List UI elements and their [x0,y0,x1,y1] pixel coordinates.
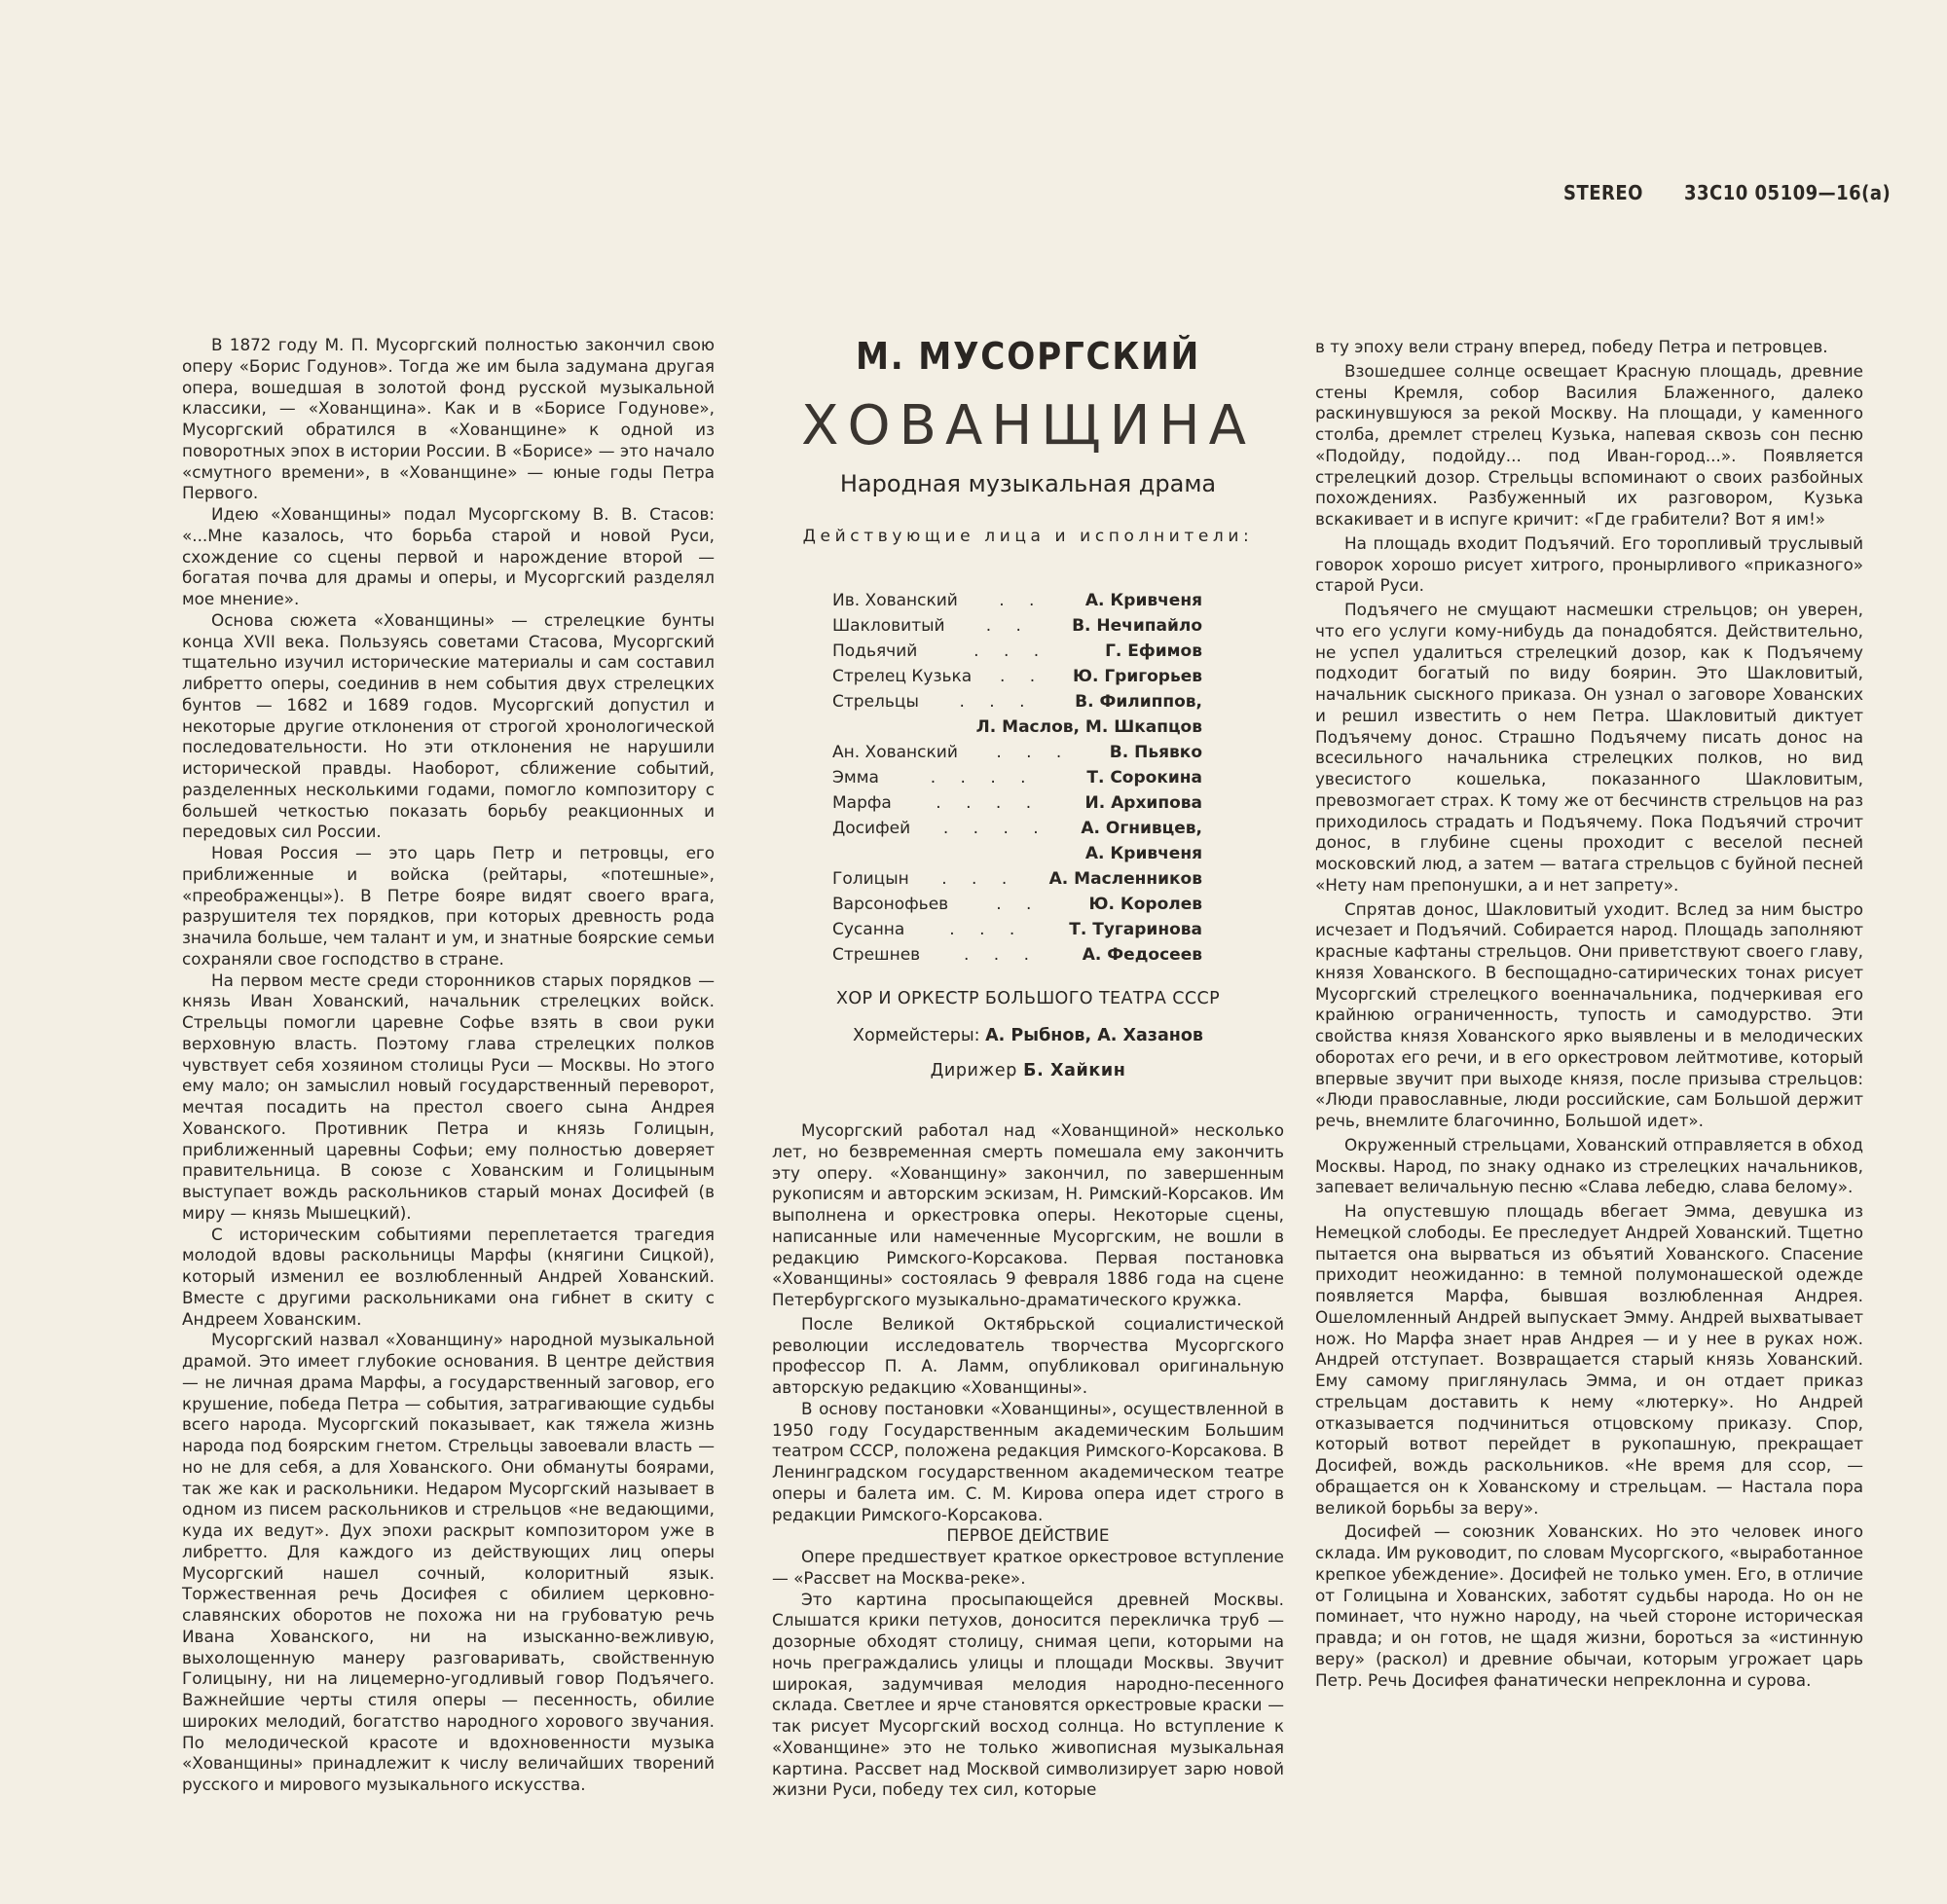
cast-row [832,942,1202,968]
cast-role: Стрельцы [832,692,919,712]
paragraph: В 1872 году М. П. Мусоргский полностью закончил свою оперу «Борис Годунов». Тогда же им была задумана другая опера, вошедшая в золотой фонд русской музыкальной классики, — «Хованщина». Как и в «Борисе Годунове», Мусоргский обратился в «Хованщине» к одной из поворотных эпох в истории России. В «Борисе» — это начало «смутного времени», в «Хованщине» — юные годы Петра Первого. [182,335,715,503]
chorus-block [750,988,1306,1081]
act-title: ПЕРВОЕ ДЕЙСТВИЕ [946,1525,1110,1546]
cast-role: Варсонофьев [832,895,949,914]
cast-row [832,917,1202,942]
cast-actor: А. Федосеев [1082,945,1202,965]
cast-role: Эмма [832,768,879,787]
dot-leader: . . . [959,692,1035,712]
conductor-name: Б. Хайкин [1023,1061,1126,1080]
title-block [750,335,1306,547]
paragraph: С историческим событиями переплетается трагедия молодой вдовы раскольницы Марфы (княгини Сицкой), который изменил ее возлюбленный Андрей Хованский. Вместе с другими раскольниками она гибнет в скиту с Андреем Хованским. [182,1224,715,1329]
cast-actor-continued: А. Кривченя [1084,844,1202,863]
cast-row [832,816,1202,841]
dot-leader: . . [999,591,1045,610]
paragraph: в ту эпоху вели страну вперед, победу Петра и петровцев. [1315,337,1828,356]
cast-actor: Ю. Григорьев [1072,667,1202,686]
paragraph: На первом месте среди сторонников старых порядков — князь Иван Хованский, начальник стрелецких войск. Стрельцы помогли царевне Софье взять в свои руки верховную власть. Поэтому глава стрелецких полков чувствует себя хозяином столицы Руси — Москвы. Но этого ему мало; он замыслил новый государственный переворот, мечтая посадить на престол своего сына Андрея Хованского. Противник Петра и князь Голицын, приближенный царевны Софьи; ему полностью доверяет правительница. В союзе с Хованским и Голицыным выступает вождь раскольников старый монах Досифей (в миру — князь Мышецкий). [182,970,715,1223]
paragraph: Новая Россия — это царь Петр и петровцы, его приближенные и войска (рейтары, «потешные», «преображенцы»). В Петре бояре видят своего врага, разрушителя тех порядков, при которых древность рода значила больше, чем талант и ум, и знатные боярские семьи сохраняли свое господство в стране. [182,843,715,969]
cast-heading: Действующие лица и исполнители: [802,527,1254,546]
paragraph: Мусоргский работал над «Хованщиной» несколько лет, но безвременная смерть помешала ему закончить эту оперу. «Хованщину» закончил, по завершенным рукописям и авторским эскизам, Н. Римский-Корсаков. Им выполнена и оркестровка оперы. Некоторые сцены, написанные или намеченные Мусоргским, не вошли в редакцию Римского-Корсакова. Первая постановка «Хованщины» состоялась 9 февраля 1886 года на сцене Петербургского музыкально-драматического кружка. [772,1120,1284,1309]
opera-subtitle: Народная музыкальная драма [839,470,1217,497]
paragraph: На опустевшую площадь вбегает Эмма, девушка из Немецкой слободы. Ее преследует Андрей Хованский. Тщетно пытается она вырваться из объятий Хованского. Спасение приходит неожиданно: в темной полумонашеской одежде появляется Марфа, бывшая возлюбленная Андрея. Ошеломленный Андрей выпускает Эмму. Андрей выхватывает нож. Но Марфа знает нрав Андрея — и у нее в руках нож. Андрей отступает. Возвращается старый князь Хованский. Ему самому приглянулась Эмма, и он отдает приказ стрельцам доставить к нему «лютерку». Но Андрей отказывается подчиниться отцовскому приказу. Спор, который вотвот перейдет в рукопашную, прекращает Досифей, вождь раскольников. «Не время для ссор, — обращается он к Хованскому и стрельцам. — Настала пора великой борьбы за веру». [1315,1201,1863,1518]
cast-role: Стрелец Кузька [832,667,973,686]
cast-actor: Г. Ефимов [1105,641,1202,661]
cast-row [832,639,1202,664]
dot-leader: . . . [949,920,1025,939]
cast-actor: В. Пьявко [1109,743,1202,762]
opera-title: ХОВАНЩИНА [801,394,1255,458]
paragraph: Спрятав донос, Шакловитый уходит. Вслед за ним быстро исчезает и Подъячий. Собирается народ. Площадь заполняют красные кафтаны стрельцов. Они приветствуют своего главу, князя Хованского. В беспощадно-сатирических тонах рисует Мусоргский стрелецкого военначальника, подчеркивая его крайнюю ограниченность, тупость и самодурство. Эти свойства князя Хованского ярко выявлены и в мелодических оборотах его речи, и в его оркестровом лейтмотиве, который впервые звучит при выходе князя, после призыва стрельцов: «Люди православные, люди российские, сам Большой держит речь, внемлите благочинно, Большой идет». [1315,898,1863,1130]
dot-leader: . . . [974,641,1049,661]
cast-row [832,892,1202,917]
dot-leader: . . [999,667,1046,686]
cast-role: Голицын [832,869,909,889]
cast-role: Стрешнев [832,945,921,965]
paragraph: Это картина просыпающейся древней Москвы. Слышатся крики петухов, доносится перекличка труб — дозорные обходят столицу, снимая цепи, которыми на ночь преграждались улицы и площади Москвы. Звучит широкая, задумчивая мелодия народно-песенного склада. Светлее и ярче становятся оркестровые краски — так рисует Мусоргский восход солнца. Но вступление к «Хованщине» это не только живописная музыкальная картина. Рассвет над Москвой символизирует зарю новой жизни Руси, победу тех сил, которые [772,1589,1284,1800]
paragraph: Взошедшее солнце освещает Красную площадь, древние стены Кремля, собор Василия Блаженного, далеко раскинувшуюся за рекой Москву. На площади, у каменного столба, дремлет стрелец Кузька, напевая сквозь сон песню «Подойду, подойду... под Иван-город...». Появляется стрелецкий дозор. Стрельцы вспоминают о своих разбойных похождениях. Разбуженный их разговором, Кузька вскакивает и в испуге кричит: «Где грабители? Вот я им!» [1315,360,1863,529]
composer-name: М. МУСОРГСКИЙ [855,335,1201,378]
catalog-number [1563,181,1891,204]
cast-actor: А. Огнивцев, [1081,819,1202,838]
paragraph: Идею «Хованщины» подал Мусоргскому В. В. Стасов: «...Мне казалось, что борьба старой и новой Руси, схождение со сцены первой и нарождение второй — богатая почва для драмы и оперы, и Мусоргский разделял мое мнение». [182,504,715,608]
paragraph: На площадь входит Подъячий. Его торопливый труслывый говорок хорошо рисует хитрого, пронырливого «приказного» старой Руси. [1315,532,1863,596]
dot-leader: . . . . [936,793,1042,813]
cast-role: Подьячий [832,641,918,661]
left-column [182,335,715,1796]
cast-row [832,790,1202,816]
conductor-label: Дирижер [930,1061,1017,1080]
chorus-masters [750,1025,1306,1046]
cast-row [832,664,1202,689]
middle-column [772,1120,1284,1801]
stereo-label: STEREO [1563,181,1643,204]
paragraph: Опере предшествует краткое оркестровое вступление — «Рассвет на Москва-реке». [772,1547,1284,1588]
right-column [1315,337,1863,1691]
dot-leader: . . [996,895,1042,914]
conductor [750,1060,1306,1081]
dot-leader: . . [985,616,1031,636]
dot-leader: . . . . [942,819,1048,838]
dot-leader: . . . . [930,768,1036,787]
cast-actor: И. Архипова [1084,793,1202,813]
record-number: 33С10 05109—16(а) [1683,181,1892,204]
cast-actor: Т. Тугаринова [1069,920,1202,939]
cast-role: Сусанна [832,920,905,939]
cast-actor: Ю. Королев [1088,895,1202,914]
cast-row [832,689,1202,714]
cast-role: Ив. Хованский [832,591,958,610]
paragraph: В основу постановки «Хованщины», осуществленной в 1950 году Государственным академическим Большим театром СССР, положена редакция Римского-Корсакова. В Ленинградском государственном академическом театре оперы и балета им. С. М. Кирова опера идет строго в редакции Римского-Корсакова. [772,1398,1284,1524]
cast-role: Марфа [832,793,892,813]
dot-leader: . . . [996,743,1072,762]
paragraph: Окруженный стрельцами, Хованский отправляется в обход Москвы. Народ, по знаку однако из стрелецких начальников, запевает величальную песню «Слава лебедю, слава белому». [1315,1134,1863,1197]
cast-role: Шакловитый [832,616,945,636]
cast-role: Ан. Хованский [832,743,958,762]
cast-row [832,866,1202,892]
paragraph: Основа сюжета «Хованщины» — стрелецкие бунты конца XVII века. Пользуясь советами Стасова, Мусоргский тщательно изучил исторические материалы и сам составил либретто оперы, соединив в нем события двух стрелецких бунтов — 1682 и 1689 годов. Мусоргский допустил и некоторые другие отклонения от строгой хронологической последовательности. Но эти отклонения не нарушили исторической правды. Наоборот, сближение событий, разделенных несколькими годами, помогло композитору с большей четкостью показать борьбу реакционных и передовых сил России. [182,609,715,842]
paragraph: После Великой Октябрьской социалистической революции исследователь творчества Мусоргского профессор П. А. Ламм, опубликовал оригинальную авторскую редакцию «Хованщины». [772,1313,1284,1397]
paragraph: Мусоргский назвал «Хованщину» народной музыкальной драмой. Это имеет глубокие основания. В центре действия — не личная драма Марфы, а государственный заговор, его крушение, победа Петра — события, затрагивающие судьбы всего народа. Мусоргский показывает, как тяжела жизнь народа под боярским гнетом. Стрельцы завоевали власть — но не для себя, а для Хованского. Они обмануты боярами, так же как и раскольники. Недаром Мусоргский называет в одном из писем раскольников и стрельцов «не ведающими, куда их ведут». Дух эпохи раскрыт композитором уже в либретто. Для каждого из действующих лиц оперы Мусоргский нашел сочный, колоритный язык. Торжественная речь Досифея с обилием церковно-славянских оборотов не похожа ни на грубоватую речь Ивана Хованского, ни на изысканно-вежливую, выхолощенную манеру разговаривать, свойственную Голицыну, ни на лицемерно-угодливый говор Подъячего. Важнейшие черты стиля оперы — песенность, обилие широких мелодий, богатство народного хорового звучания. По мелодической красоте и вдохновенности музыка «Хованщины» принадлежит к числу величайших творений русского и мирового музыкального искусства. [182,1330,715,1794]
cast-list [832,588,1202,968]
masters-label: Хормейстеры: [853,1026,980,1045]
paragraph: Подъячего не смущают насмешки стрельцов; он уверен, что его услуги кому-нибудь да понадобятся. Действительно, не успел удалиться стрелецкий дозор, как к Подъячему подходит богатый по виду боярин. Это Шакловитый, начальник сыскного приказа. Он узнал о заговоре Хованских и решил известить о нем Петра. Шакловитый диктует Подъячему донос. Страшно Подъячему писать донос на всесильного начальника стрелецких полков, но вид увесистого кошелька, показанного Шакловитым, превозмогает страх. К тому же от бесчинств стрельцов на раз приходилось страдать и Подъячему. Пока Подъячий строчит донос, в глубине сцены проходит с веселой песней московский люд, а затем — ватага стрельцов с буйной песней «Нету нам препонушки, а и нет запрету». [1315,600,1863,895]
dot-leader: . . . [941,869,1017,889]
cast-row [832,740,1202,765]
cast-row [832,765,1202,790]
cast-role: Досифей [832,819,911,838]
cast-actor-continued: Л. Маслов, М. Шкапцов [975,717,1202,737]
cast-row [832,588,1202,613]
cast-actor: В. Нечипайло [1072,616,1202,636]
cast-actor: Т. Сорокина [1086,768,1202,787]
cast-actor: А. Масленников [1048,869,1202,889]
cast-actor: В. Филиппов, [1075,692,1202,712]
theatre-name: ХОР И ОРКЕСТР БОЛЬШОГО ТЕАТРА СССР [835,989,1221,1008]
paragraph: Досифей — союзник Хованских. Но это человек иного склада. Им руководит, по словам Мусоргского, «выработанное крепкое убеждение». Досифей не только умен. Его, в отличие от Голицына и Хованских, заботят судьбы народа. Но он не поминает, что нужно народу, на чьей стороне историческая правда; и он готов, не щадя жизни, бороться за «истинную веру» (раскол) и древние обычаи, которым угрожает царь Петр. Речь Досифея фанатически непреклонна и сурова. [1315,1521,1863,1690]
dot-leader: . . . [963,945,1039,965]
cast-actor: А. Кривченя [1084,591,1202,610]
cast-row [832,613,1202,639]
masters-names: А. Рыбнов, А. Хазанов [985,1026,1203,1045]
